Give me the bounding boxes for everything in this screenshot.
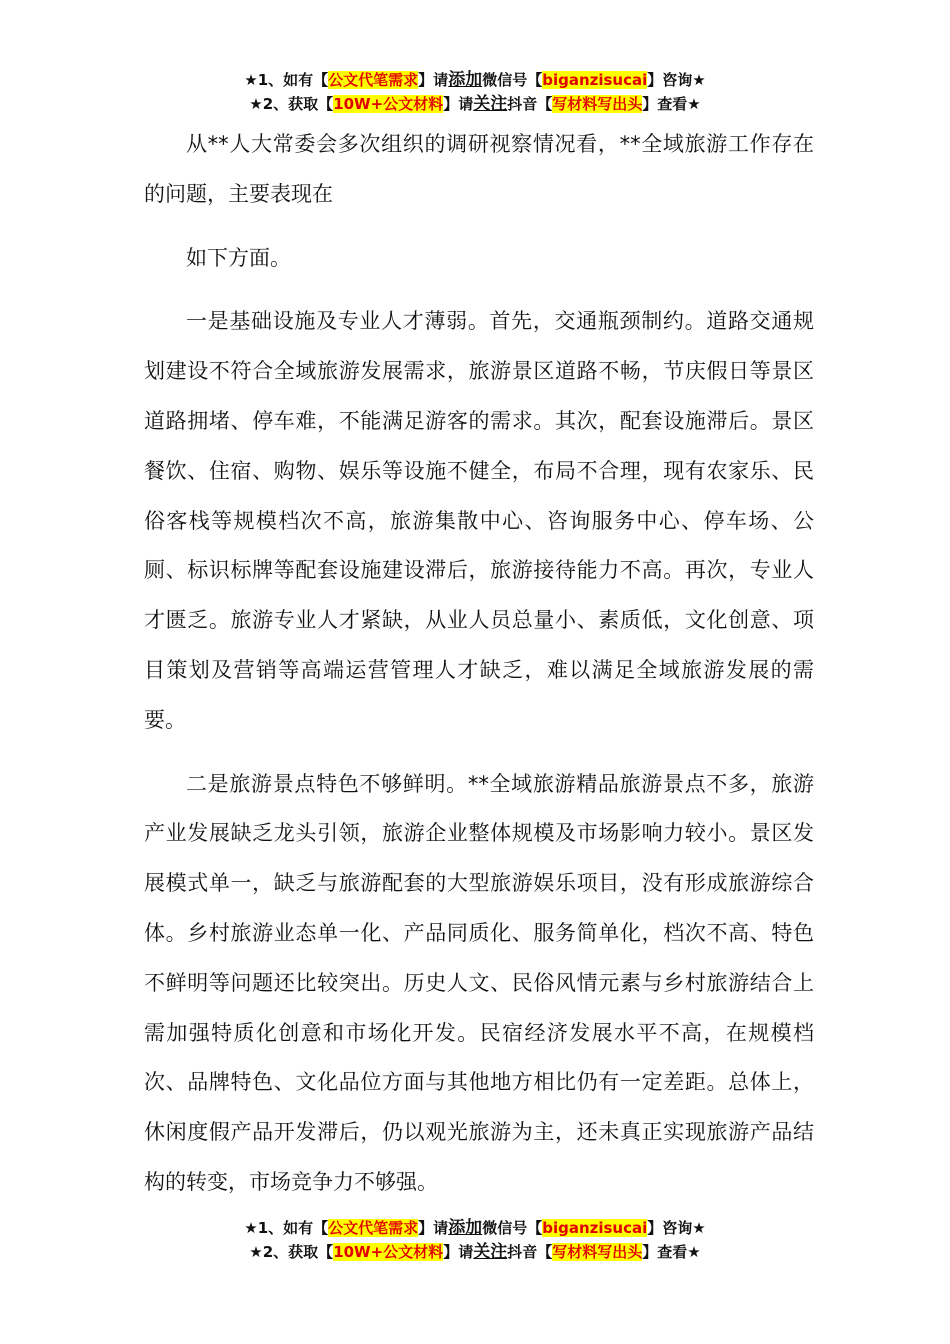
emphasis-text: 关注 xyxy=(473,94,508,114)
banner-text: ★2、获取【 xyxy=(249,1243,334,1261)
highlight-materials: 10W+公文材料 xyxy=(333,1243,444,1261)
banner-text: 】咨询★ xyxy=(647,1219,706,1237)
highlight-materials: 10W+公文材料 xyxy=(333,95,444,113)
header-banner xyxy=(0,68,950,116)
paragraph-intro: 从**人大常委会多次组织的调研视察情况看，**全域旅游工作存在的问题，主要表现在 xyxy=(144,132,814,206)
highlight-wechat-id: biganzisucai xyxy=(542,1219,648,1237)
emphasis-text: 关注 xyxy=(473,1242,508,1262)
banner-text: 】咨询★ xyxy=(647,71,706,89)
banner-text: 】请 xyxy=(443,1243,474,1261)
emphasis-text: 添加 xyxy=(448,1218,483,1238)
highlight-service: 公文代笔需求 xyxy=(328,71,419,89)
banner-line-2 xyxy=(0,1240,950,1264)
banner-text: ★2、获取【 xyxy=(249,95,334,113)
banner-line-1 xyxy=(0,1216,950,1240)
highlight-douyin-account: 写材料写出头 xyxy=(552,1243,643,1261)
paragraph-scenic-features: 二是旅游景点特色不够鲜明。**全域旅游精品旅游景点不多，旅游产业发展缺乏龙头引领，旅游企业整体规模及市场影响力较小。景区发展模式单一，缺乏与旅游配套的大型旅游娱乐项目，没有形成旅游综合体。乡村旅游业态单一化、产品同质化、服务简单化，档次不高、特色不鲜明等问题还比较突出。历史人文、民俗风情元素与乡村旅游结合上需加强特质化创意和市场化开发。民宿经济发展水平不高，在规模档次、品牌特色、文化品位方面与其他地方相比仍有一定差距。总体上，休闲度假产品开发滞后，仍以观光旅游为主，还未真正实现旅游产品结构的转变，市场竞争力不够强。 xyxy=(144,771,814,1194)
banner-line-1 xyxy=(0,68,950,92)
emphasis-text: 添加 xyxy=(448,70,483,90)
banner-text: ★1、如有【 xyxy=(244,1219,329,1237)
footer-banner xyxy=(0,1216,950,1264)
banner-text: 微信号【 xyxy=(482,71,543,89)
document-body xyxy=(144,120,814,1208)
highlight-douyin-account: 写材料写出头 xyxy=(552,95,643,113)
banner-text: 】请 xyxy=(418,71,449,89)
paragraph-infrastructure: 一是基础设施及专业人才薄弱。首先，交通瓶颈制约。道路交通规划建设不符合全域旅游发展需求，旅游景区道路不畅，节庆假日等景区道路拥堵、停车难，不能满足游客的需求。其次，配套设施滞后。景区餐饮、住宿、购物、娱乐等设施不健全，布局不合理，现有农家乐、民俗客栈等规模档次不高，旅游集散中心、咨询服务中心、停车场、公厕、标识标牌等配套设施建设滞后，旅游接待能力不高。再次，专业人才匮乏。旅游专业人才紧缺，从业人员总量小、素质低，文化创意、项目策划及营销等高端运营管理人才缺乏，难以满足全域旅游发展的需要。 xyxy=(144,309,814,732)
banner-text: 抖音【 xyxy=(507,1243,553,1261)
banner-text: 】请 xyxy=(443,95,474,113)
banner-text: 】查看★ xyxy=(642,1243,701,1261)
banner-line-2 xyxy=(0,92,950,116)
paragraph-intro-continued: 如下方面。 xyxy=(186,245,291,270)
banner-text: 】查看★ xyxy=(642,95,701,113)
banner-text: 】请 xyxy=(418,1219,449,1237)
banner-text: 微信号【 xyxy=(482,1219,543,1237)
banner-text: ★1、如有【 xyxy=(244,71,329,89)
highlight-wechat-id: biganzisucai xyxy=(542,71,648,89)
highlight-service: 公文代笔需求 xyxy=(328,1219,419,1237)
banner-text: 抖音【 xyxy=(507,95,553,113)
